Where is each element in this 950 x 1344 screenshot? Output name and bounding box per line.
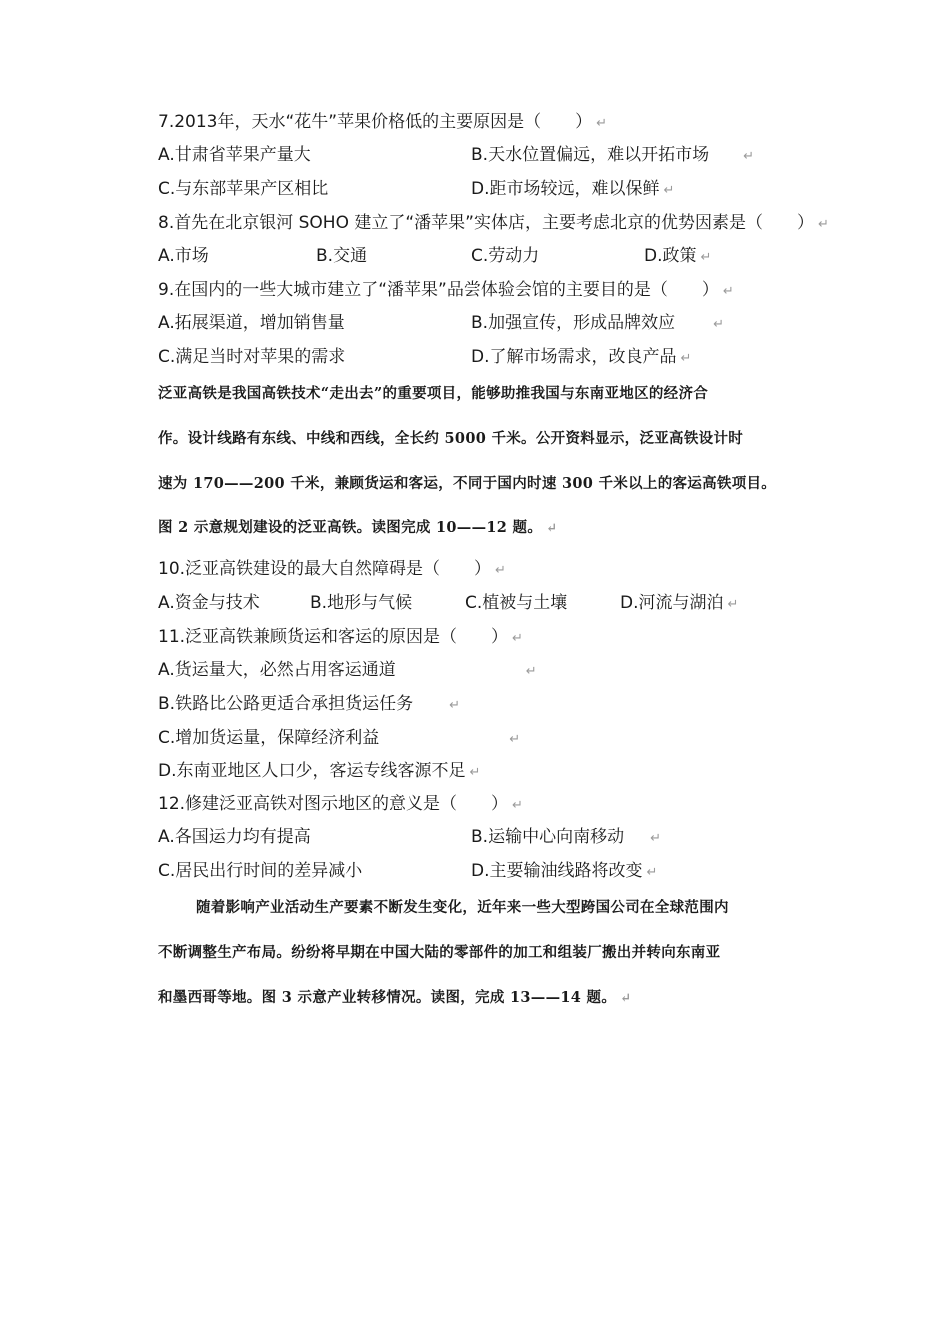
return-mark-icon: ↵ [650, 831, 661, 846]
return-mark-icon: ↵ [680, 351, 692, 366]
return-mark-icon: ↵ [663, 183, 675, 198]
return-mark-icon: ↵ [509, 732, 521, 747]
question-11-stem: 11.泛亚高铁兼顾货运和客运的原因是（ ） ↵ [158, 627, 523, 647]
return-mark-icon: ↵ [512, 798, 523, 813]
passage-2-line-2: 不断调整生产布局。纷纷将早期在中国大陆的零部件的加工和组装厂搬出并转向东南亚 [158, 944, 721, 961]
question-7-stem: 7.2013年，天水“花牛”苹果价格低的主要原因是（ ） ↵ [158, 112, 608, 132]
question-10-stem: 10.泛亚高铁建设的最大自然障碍是（ ） ↵ [158, 559, 506, 579]
passage-2-line-1: 随着影响产业活动生产要素不断发生变化，近年来一些大型跨国公司在全球范围内 [196, 899, 729, 916]
question-8-option-d: D.政策 ↵ [644, 246, 712, 266]
return-mark-icon: ↵ [646, 865, 658, 880]
question-9-stem: 9.在国内的一些大城市建立了“潘苹果”品尝体验会馆的主要目的是（ ） ↵ [158, 280, 734, 300]
question-11-option-d: D.东南亚地区人口少，客运专线客源不足 ↵ [158, 761, 481, 781]
question-10-option-c: C.植被与土壤 [465, 593, 568, 613]
question-7-option-c: C.与东部苹果产区相比 [158, 179, 329, 199]
question-8-option-c: C.劳动力 [471, 246, 540, 266]
question-7-option-b: B.天水位置偏远，难以开拓市场 ↵ [471, 145, 754, 165]
passage-2-line-3: 和墨西哥等地。图 3 示意产业转移情况。读图，完成 13——14 题。 ↵ [158, 989, 632, 1006]
question-8-stem: 8.首先在北京银河 SOHO 建立了“潘苹果”实体店，主要考虑北京的优势因素是（ ） ↵ [158, 213, 829, 233]
question-11-option-a: A.货运量大，必然占用客运通道 ↵ [158, 660, 537, 680]
return-mark-icon: ↵ [546, 521, 558, 536]
question-12-option-b: B.运输中心向南移动 ↵ [471, 827, 661, 847]
passage-1-line-1: 泛亚高铁是我国高铁技术“走出去”的重要项目，能够助推我国与东南亚地区的经济合 [158, 385, 709, 402]
question-11-option-b: B.铁路比公路更适合承担货运任务 ↵ [158, 694, 460, 714]
return-mark-icon: ↵ [469, 765, 481, 780]
question-7-option-a: A.甘肃省苹果产量大 [158, 145, 311, 165]
return-mark-icon: ↵ [700, 250, 712, 265]
question-10-option-a: A.资金与技术 [158, 593, 260, 613]
question-12-option-c: C.居民出行时间的差异减小 [158, 861, 363, 881]
question-10-option-d: D.河流与湖泊 ↵ [620, 593, 739, 613]
return-mark-icon: ↵ [817, 217, 829, 232]
question-11-option-c: C.增加货运量，保障经济利益 ↵ [158, 728, 521, 748]
question-8-option-a: A.市场 [158, 246, 209, 266]
return-mark-icon: ↵ [596, 116, 608, 131]
return-mark-icon: ↵ [743, 149, 754, 164]
question-7-option-d: D.距市场较远，难以保鲜 ↵ [471, 179, 675, 199]
passage-1-line-4: 图 2 示意规划建设的泛亚高铁。读图完成 10——12 题。 ↵ [158, 519, 558, 536]
return-mark-icon: ↵ [525, 664, 537, 679]
passage-1-line-3: 速为 170——200 千米，兼顾货运和客运，不同于国内时速 300 千米以上的客运高铁项目。 [158, 475, 777, 492]
question-12-option-a: A.各国运力均有提高 [158, 827, 311, 847]
return-mark-icon: ↵ [620, 991, 632, 1006]
question-12-option-d: D.主要输油线路将改变 ↵ [471, 861, 658, 881]
question-9-option-a: A.拓展渠道，增加销售量 [158, 313, 345, 333]
return-mark-icon: ↵ [727, 597, 739, 612]
question-10-option-b: B.地形与气候 [310, 593, 413, 613]
return-mark-icon: ↵ [722, 284, 734, 299]
question-9-option-c: C.满足当时对苹果的需求 [158, 347, 346, 367]
question-12-stem: 12.修建泛亚高铁对图示地区的意义是（ ） ↵ [158, 794, 523, 814]
question-9-option-b: B.加强宣传，形成品牌效应 ↵ [471, 313, 724, 333]
return-mark-icon: ↵ [449, 698, 460, 713]
passage-1-line-2: 作。设计线路有东线、中线和西线，全长约 5000 千米。公开资料显示，泛亚高铁设计时 [158, 430, 744, 447]
return-mark-icon: ↵ [713, 317, 724, 332]
return-mark-icon: ↵ [495, 563, 506, 578]
question-8-option-b: B.交通 [316, 246, 368, 266]
question-9-option-d: D.了解市场需求，改良产品 ↵ [471, 347, 692, 367]
return-mark-icon: ↵ [512, 631, 523, 646]
